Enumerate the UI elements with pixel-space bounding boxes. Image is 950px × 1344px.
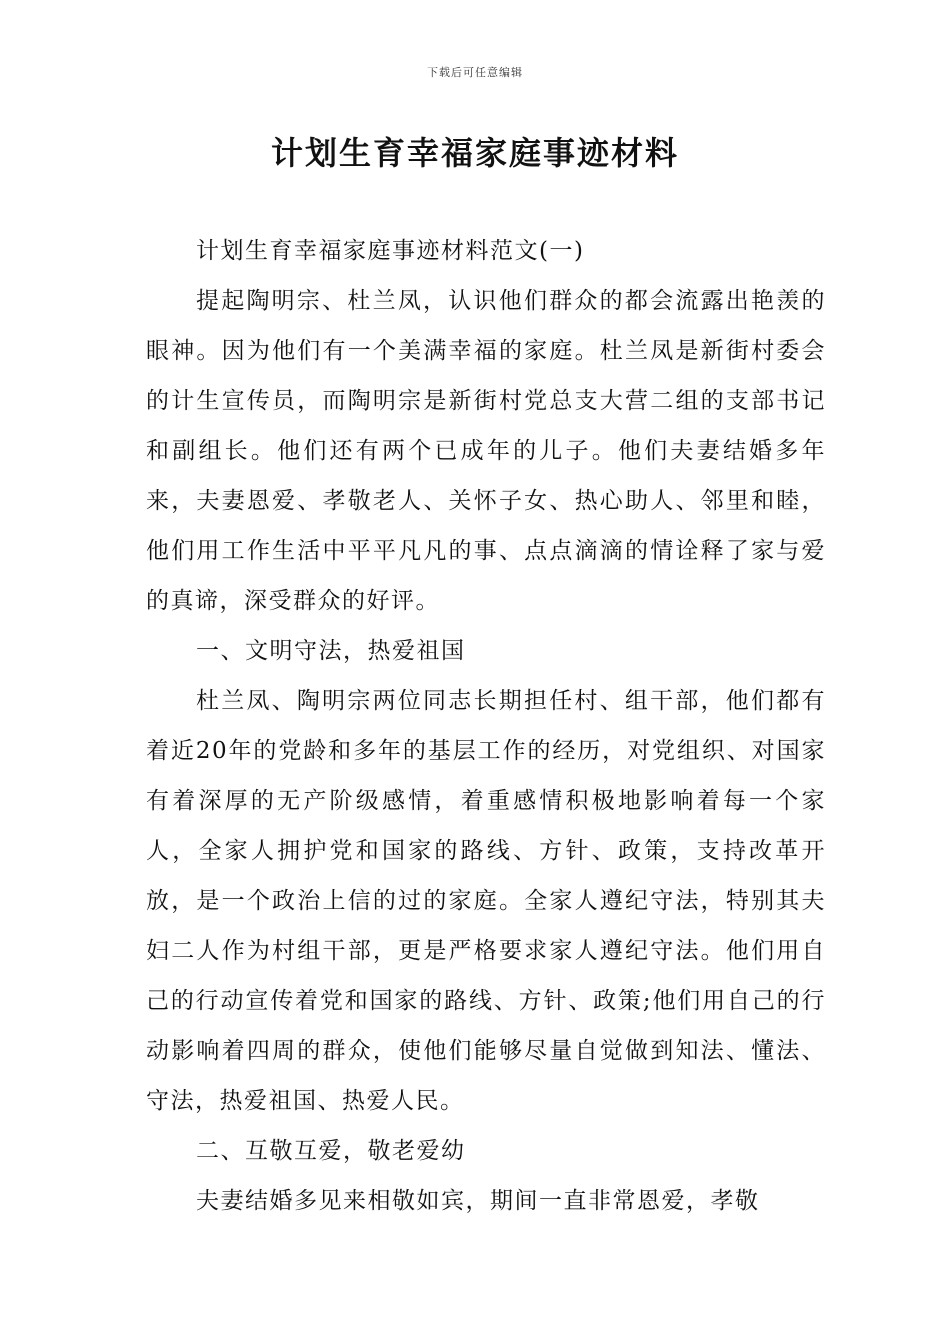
document-title: 计划生育幸福家庭事迹材料 (270, 134, 679, 172)
subtitle-paragraph: 计划生育幸福家庭事迹材料范文(一) (196, 238, 585, 264)
section-2-paragraph: 夫妻结婚多见来相敬如宾，期间一直非常恩爱，孝敬 (196, 1188, 760, 1214)
section-heading-1: 一、文明守法，热爱祖国 (196, 638, 466, 664)
section-1-paragraph: 杜兰凤、陶明宗两位同志长期担任村、组干部，他们都有着近20年的党龄和多年的基层工作的经历，对党组织、对国家有着深厚的无产阶级感情，着重感情积极地影响着每一个家人，全家人拥护党和国家的路线、方针、政策，支持改革开放，是一个政治上信的过的家庭。全家人遵纪守法，特别其夫妇二人作为村组干部，更是严格要求家人遵纪守法。他们用自己的行动宣传着党和国家的路线、方针、政策;他们用自己的行动影响着四周的群众，使他们能够尽量自觉做到知法、懂法、守法，热爱祖国、热爱人民。 (146, 688, 826, 1114)
header-note: 下载后可任意编辑 (427, 66, 523, 79)
intro-paragraph: 提起陶明宗、杜兰凤，认识他们群众的都会流露出艳羡的眼神。因为他们有一个美满幸福的家庭。杜兰凤是新街村委会的计生宣传员，而陶明宗是新街村党总支大营二组的支部书记和副组长。他们还有两个已成年的儿子。他们夫妻结婚多年来，夫妻恩爱、孝敬老人、关怀子女、热心助人、邻里和睦，他们用工作生活中平平凡凡的事、点点滴滴的情诠释了家与爱的真谛，深受群众的好评。 (146, 288, 826, 614)
section-heading-2: 二、互敬互爱，敬老爱幼 (196, 1138, 466, 1164)
document-body (146, 226, 826, 1226)
